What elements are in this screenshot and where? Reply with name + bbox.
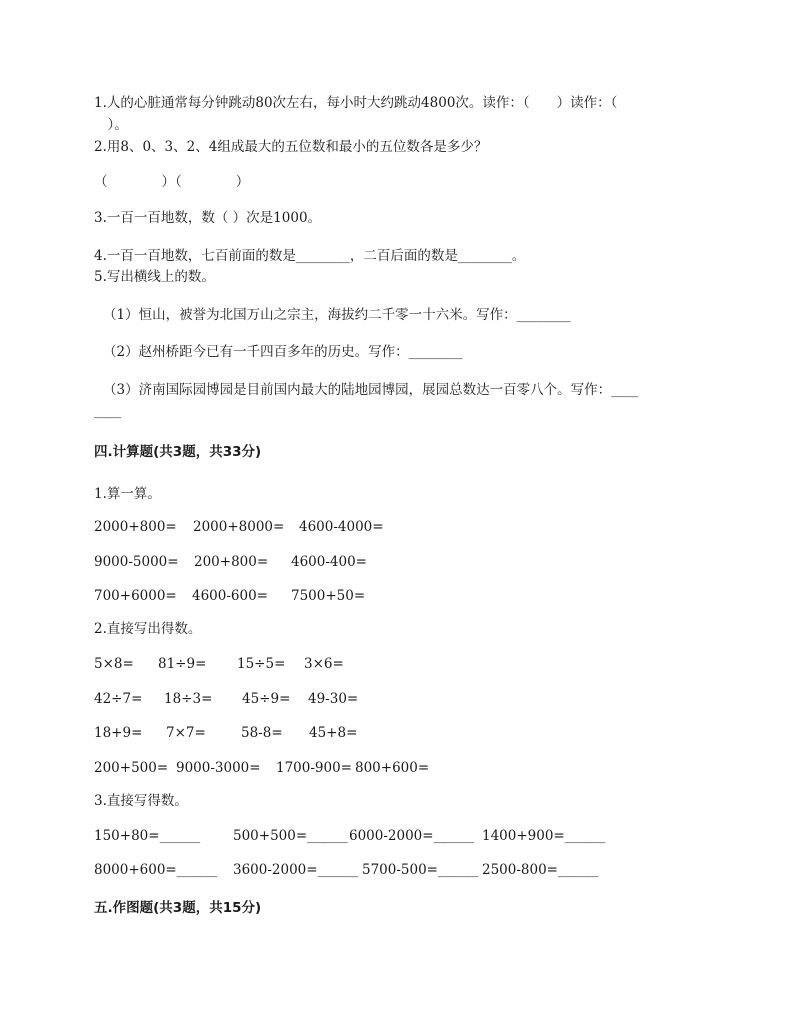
expression: 200+800= bbox=[194, 554, 269, 570]
expression: 9000-3000= bbox=[176, 760, 261, 776]
expression: 4600-400= bbox=[291, 554, 367, 570]
expression: 42÷7= bbox=[94, 691, 143, 707]
question-4: 4.一百一百地数，七百前面的数是________，二百后面的数是________。 bbox=[94, 248, 526, 264]
expression: 81÷9= bbox=[158, 656, 207, 672]
expression: 4600-600= bbox=[192, 588, 268, 604]
expression: 45+8= bbox=[309, 725, 358, 741]
question-2-answer-blanks: （ ）（ ） bbox=[94, 174, 250, 190]
expression: 15÷5= bbox=[237, 656, 286, 672]
expression-with-blank: 150+80=______ bbox=[94, 828, 201, 844]
expression-with-blank: 6000-2000=______ bbox=[349, 828, 475, 844]
expression: 1700-900= bbox=[276, 760, 352, 776]
question-1-line-2: ）。 bbox=[94, 117, 128, 133]
expression: 700+6000= bbox=[94, 588, 177, 604]
question-5-part-3-line-1: （3）济南国际园博园是目前国内最大的陆地园博园，展园总数达一百零八个。写作：____ bbox=[103, 382, 639, 398]
expression: 200+500= bbox=[94, 760, 169, 776]
expression-with-blank: 2500-800=______ bbox=[482, 862, 599, 878]
problem-2-title: 2.直接写出得数。 bbox=[94, 621, 202, 637]
expression: 2000+800= bbox=[94, 519, 177, 535]
expression: 5×8= bbox=[94, 656, 134, 672]
question-5: 5.写出横线上的数。 bbox=[94, 269, 215, 285]
question-2: 2.用8、0、3、2、4组成最大的五位数和最小的五位数各是多少？ bbox=[94, 139, 488, 155]
expression: 9000-5000= bbox=[94, 554, 179, 570]
expression: 18+9= bbox=[94, 725, 143, 741]
expression: 4600-4000= bbox=[299, 519, 384, 535]
problem-1-title: 1.算一算。 bbox=[94, 486, 161, 502]
expression: 45÷9= bbox=[242, 691, 291, 707]
section-5-heading: 五.作图题(共3题，共15分) bbox=[94, 900, 262, 916]
question-5-part-3-line-2: ____ bbox=[94, 403, 121, 419]
question-5-part-2: （2）赵州桥距今已有一千四百多年的历史。写作：________ bbox=[103, 344, 463, 360]
expression: 7×7= bbox=[166, 725, 206, 741]
expression-with-blank: 1400+900=______ bbox=[482, 828, 606, 844]
problem-3-title: 3.直接写得数。 bbox=[94, 793, 188, 809]
expression: 7500+50= bbox=[291, 588, 366, 604]
question-3: 3.一百一百地数，数（ ）次是1000。 bbox=[94, 210, 322, 226]
expression-with-blank: 500+500=______ bbox=[233, 828, 348, 844]
expression: 18÷3= bbox=[164, 691, 213, 707]
expression: 49-30= bbox=[308, 691, 359, 707]
expression: 2000+8000= bbox=[193, 519, 285, 535]
expression: 3×6= bbox=[304, 656, 344, 672]
question-5-part-1: （1）恒山，被誉为北国万山之宗主，海拔约二千零一十六米。写作：________ bbox=[103, 307, 571, 323]
question-1-line-1: 1.人的心脏通常每分钟跳动80次左右，每小时大约跳动4800次。读作：（ ）读作：（ bbox=[94, 95, 618, 111]
expression: 800+600= bbox=[355, 760, 430, 776]
expression: 58-8= bbox=[241, 725, 283, 741]
expression-with-blank: 5700-500=______ bbox=[362, 862, 479, 878]
section-4-heading: 四.计算题(共3题，共33分) bbox=[94, 444, 262, 460]
expression-with-blank: 8000+600=______ bbox=[94, 862, 218, 878]
expression-with-blank: 3600-2000=______ bbox=[233, 862, 359, 878]
